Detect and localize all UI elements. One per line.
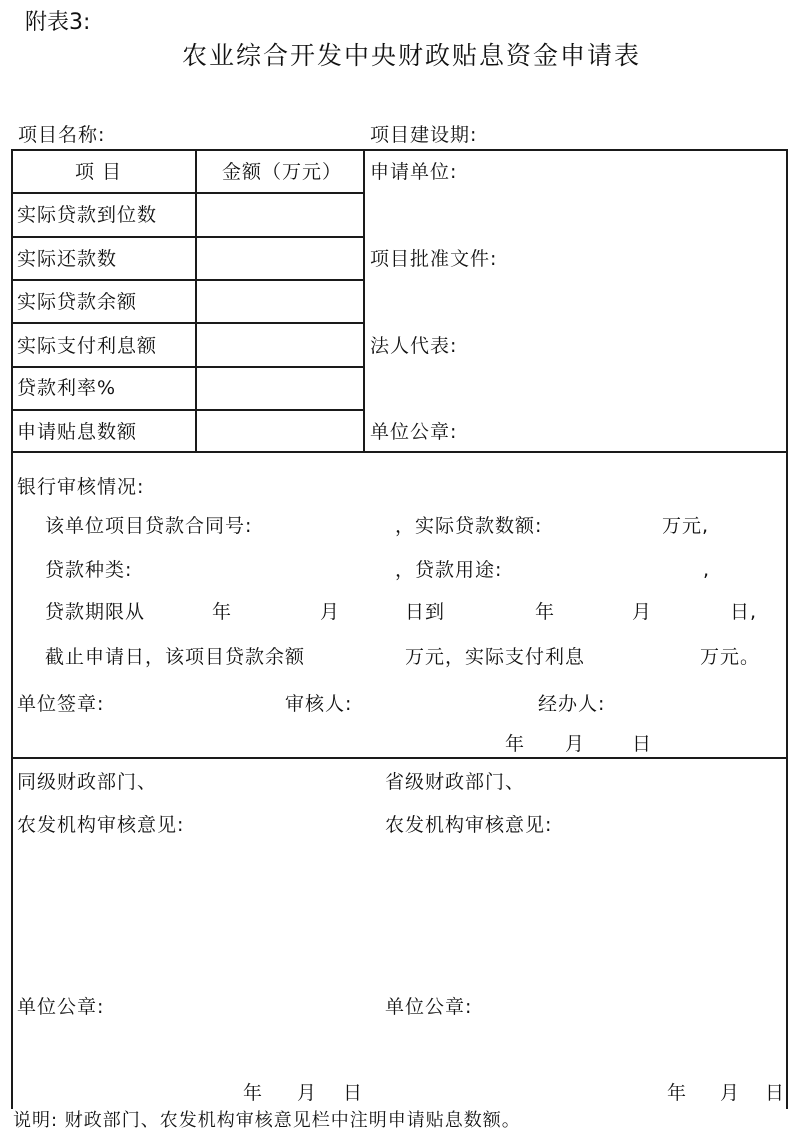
amount-cell-interest-rate[interactable] <box>198 369 361 407</box>
right-date-day: 日 <box>765 1082 786 1104</box>
amount-cell-interest-paid[interactable] <box>198 325 361 364</box>
row-label-interest-rate: 贷款利率% <box>17 377 117 399</box>
page-title: 农业综合开发中央财政贴息资金申请表 <box>182 41 642 70</box>
term-start-day-to: 日到 <box>405 601 446 623</box>
amount-cell-actual-loan[interactable] <box>198 195 361 234</box>
term-end-month: 月 <box>632 601 653 623</box>
term-end-year: 年 <box>535 601 556 623</box>
left-opinion-line2: 农发机构审核意见: <box>17 814 185 836</box>
loan-use-label: ，贷款用途: <box>395 559 503 581</box>
row-label-actual-loan: 实际贷款到位数 <box>17 204 158 226</box>
row-label-subsidy-amount: 申请贴息数额 <box>17 421 138 443</box>
amount-cell-subsidy-amount[interactable] <box>198 412 361 449</box>
bank-date-day: 日 <box>632 733 653 755</box>
footnote: 说明: 财政部门、农发机构审核意见栏中注明申请贴息数额。 <box>13 1110 521 1131</box>
amount-cell-repayment[interactable] <box>198 239 361 277</box>
applicant-seal-label: 单位公章: <box>370 421 458 443</box>
column-header-item: 项 目 <box>75 161 123 183</box>
wan-yuan-unit: 万元, <box>662 515 710 537</box>
right-seal-label: 单位公章: <box>385 996 473 1018</box>
amount-cell-loan-balance[interactable] <box>198 282 361 320</box>
row-label-loan-balance: 实际贷款余额 <box>17 291 138 313</box>
right-date-month: 月 <box>720 1082 741 1104</box>
bank-date-month: 月 <box>565 733 586 755</box>
term-start-year: 年 <box>212 601 233 623</box>
term-end-day: 日, <box>730 601 758 623</box>
bank-review-heading: 银行审核情况: <box>17 476 145 498</box>
approval-doc-label: 项目批准文件: <box>370 248 498 270</box>
left-seal-label: 单位公章: <box>17 996 105 1018</box>
contract-no-label: 该单位项目贷款合同号: <box>45 515 253 537</box>
applicant-unit-label: 申请单位: <box>370 161 458 183</box>
bank-date-year: 年 <box>505 733 526 755</box>
right-opinion-line2: 农发机构审核意见: <box>385 814 553 836</box>
loan-term-from: 贷款期限从 <box>45 601 146 623</box>
left-date-month: 月 <box>297 1082 318 1104</box>
legal-rep-label: 法人代表: <box>370 335 458 357</box>
right-opinion-line1: 省级财政部门、 <box>385 771 526 793</box>
reviewer-label: 审核人: <box>285 693 353 715</box>
line-comma: , <box>703 559 711 581</box>
left-date-day: 日 <box>343 1082 364 1104</box>
cutoff-balance-text: 截止申请日，该项目贷款余额 <box>45 646 306 668</box>
unit-signature-label: 单位签章: <box>17 693 105 715</box>
actual-interest-text: 万元，实际支付利息 <box>405 646 586 668</box>
term-start-month: 月 <box>320 601 341 623</box>
row-label-interest-paid: 实际支付利息额 <box>17 335 158 357</box>
construction-period-label: 项目建设期: <box>370 124 478 146</box>
loan-type-label: 贷款种类: <box>45 559 133 581</box>
right-date-year: 年 <box>667 1082 688 1104</box>
handler-label: 经办人: <box>538 693 606 715</box>
left-date-year: 年 <box>243 1082 264 1104</box>
left-opinion-line1: 同级财政部门、 <box>17 771 158 793</box>
column-header-amount: 金额（万元） <box>222 161 343 183</box>
actual-loan-amount-label: ，实际贷款数额: <box>395 515 543 537</box>
wan-yuan-period: 万元。 <box>700 646 761 668</box>
row-label-repayment: 实际还款数 <box>17 248 118 270</box>
appendix-label: 附表3: <box>25 10 91 35</box>
project-name-label: 项目名称: <box>18 124 106 146</box>
